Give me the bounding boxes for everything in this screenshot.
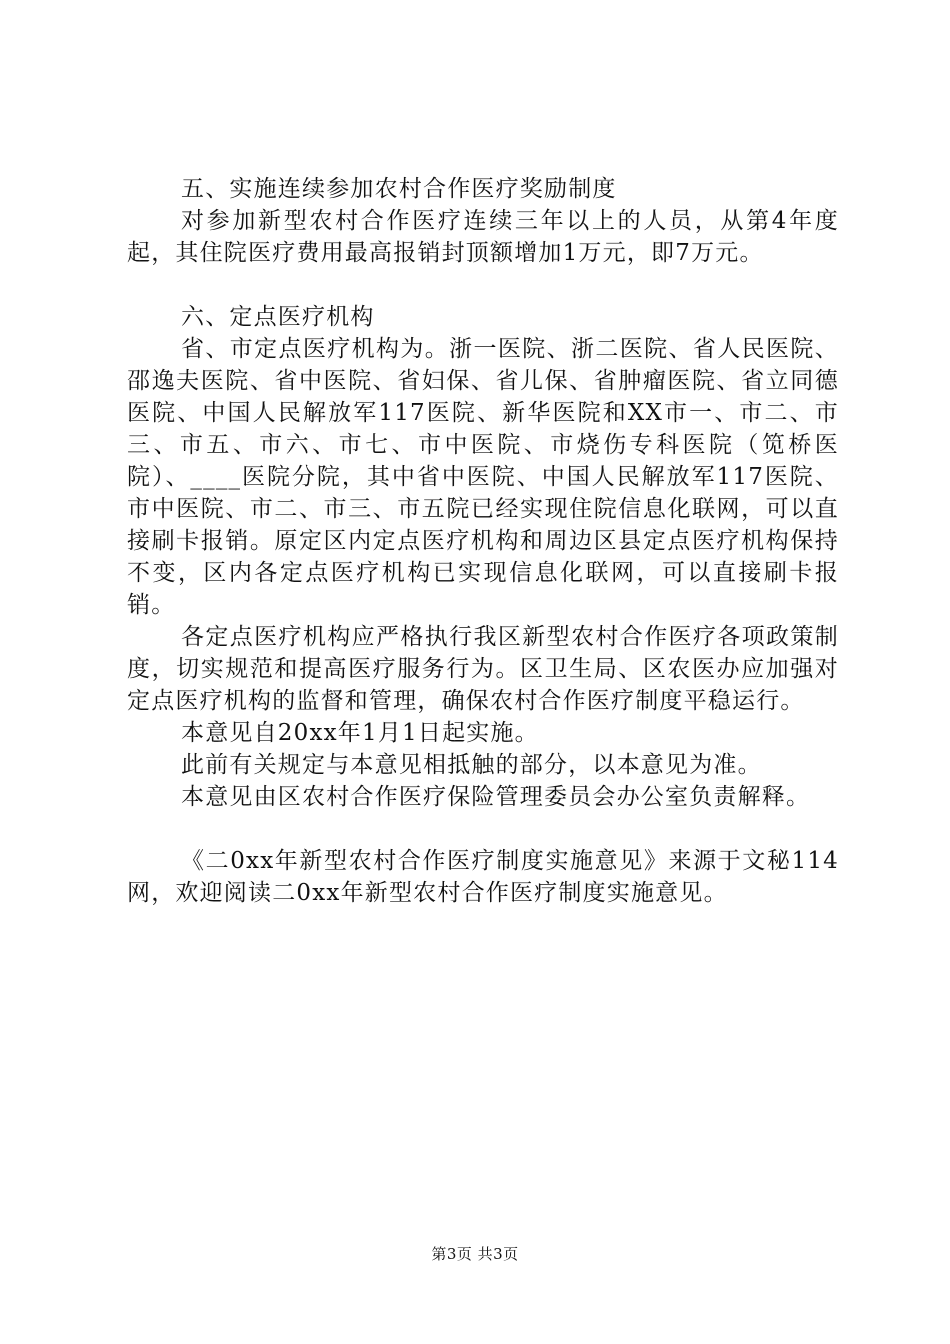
section-spacer bbox=[127, 813, 839, 845]
source-note: 《二0xx年新型农村合作医疗制度实施意见》来源于文秘114网，欢迎阅读二0xx年新型农村合作医疗制度实施意见。 bbox=[127, 848, 839, 906]
section-6-paragraph-3: 本意见自20xx年1月1日起实施。 bbox=[181, 720, 539, 746]
section-heading-6: 六、定点医疗机构 bbox=[181, 304, 375, 330]
document-body bbox=[127, 173, 839, 909]
section-6-paragraph-1: 省、市定点医疗机构为。浙一医院、浙二医院、省人民医院、邵逸夫医院、省中医院、省妇保、省儿保、省肿瘤医院、省立同德医院、中国人民解放军117医院、新华医院和XX市一、市二、市三、市五、市六、市七、市中医院、市烧伤专科医院（笕桥医院）、____医院分院，其中省中医院、中国人民解放军117医院、市中医院、市二、市三、市五院已经实现住院信息化联网，可以直接刷卡报销。原定区内定点医疗机构和周边区县定点医疗机构保持不变，区内各定点医疗机构已实现信息化联网，可以直接刷卡报销。 bbox=[127, 336, 839, 618]
section-5-paragraph-1: 对参加新型农村合作医疗连续三年以上的人员，从第4年度起，其住院医疗费用最高报销封顶额增加1万元，即7万元。 bbox=[127, 208, 839, 266]
page-footer: 第3页 共3页 bbox=[431, 1245, 519, 1263]
section-6-paragraph-2: 各定点医疗机构应严格执行我区新型农村合作医疗各项政策制度，切实规范和提高医疗服务行为。区卫生局、区农医办应加强对定点医疗机构的监督和管理，确保农村合作医疗制度平稳运行。 bbox=[127, 624, 839, 714]
section-6-paragraph-5: 本意见由区农村合作医疗保险管理委员会办公室负责解释。 bbox=[181, 784, 811, 810]
section-6-paragraph-4: 此前有关规定与本意见相抵触的部分，以本意见为准。 bbox=[181, 752, 762, 778]
section-heading-5: 五、实施连续参加农村合作医疗奖励制度 bbox=[181, 176, 617, 202]
section-spacer bbox=[127, 269, 839, 301]
